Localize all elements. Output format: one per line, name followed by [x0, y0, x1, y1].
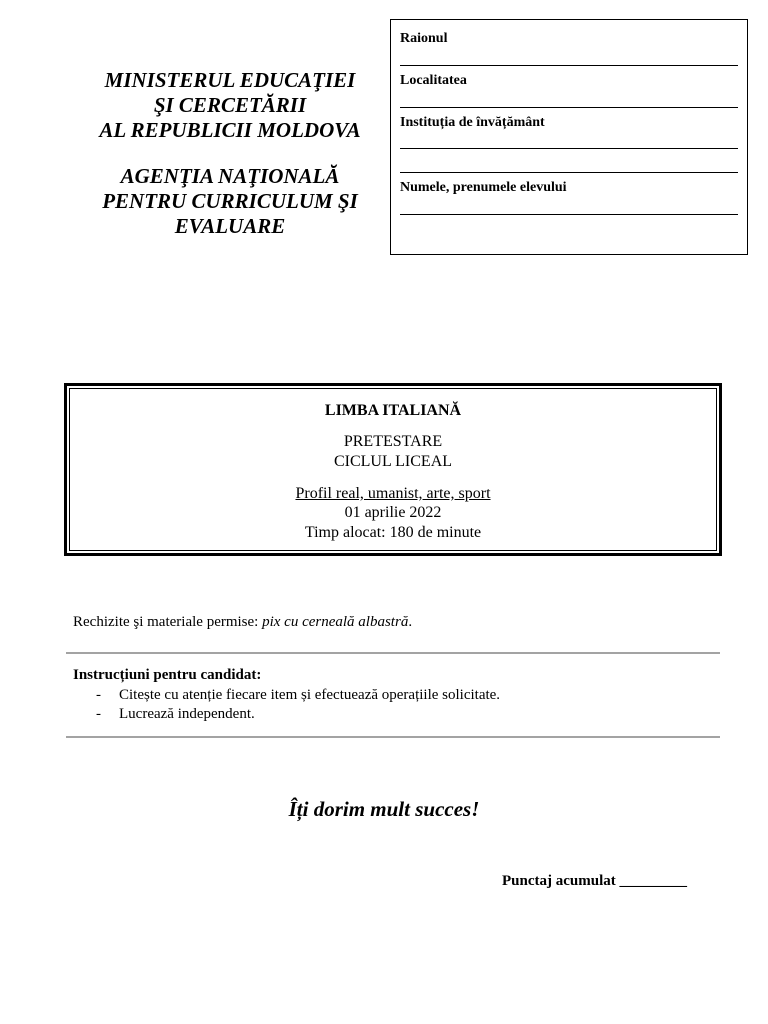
locality-field[interactable]	[400, 107, 738, 108]
student-name-field[interactable]	[400, 214, 738, 215]
permitted-materials	[73, 614, 412, 631]
exam-profile: Profil real, umanist, arte, sport	[295, 485, 491, 502]
score-line	[502, 873, 687, 890]
student-name-label: Numele, prenumele elevului	[400, 180, 567, 195]
instruction-bullet: -	[96, 706, 101, 722]
instruction-bullet: -	[96, 687, 101, 703]
instruction-item	[96, 687, 500, 704]
instruction-text: Citește cu atenție fiecare item și efectuează operațiile solicitate.	[119, 687, 501, 703]
materials-label: Rechizite şi materiale permise:	[73, 614, 263, 630]
exam-subject: LIMBA ITALIANĂ	[324, 402, 462, 419]
closing-wish: Îți dorim mult succes!	[288, 797, 480, 821]
divider-bottom	[66, 736, 720, 738]
ministry-line-3: AL REPUBLICII MOLDOVA	[99, 118, 361, 142]
agency-line-3: EVALUARE	[174, 214, 286, 238]
exam-time: Timp alocat: 180 de minute	[304, 524, 482, 541]
exam-title-box	[64, 383, 722, 556]
institution-header	[80, 68, 380, 239]
ministry-line-1: MINISTERUL EDUCAŢIEI	[104, 68, 356, 92]
exam-type: PRETESTARE	[343, 433, 443, 450]
district-field[interactable]	[400, 65, 738, 66]
ministry-line-2: ŞI CERCETĂRII	[153, 93, 307, 117]
materials-suffix: .	[408, 614, 413, 630]
instruction-item	[96, 706, 255, 723]
divider-top	[66, 652, 720, 654]
institution-field-1[interactable]	[400, 148, 738, 149]
district-label: Raionul	[400, 31, 448, 46]
institution-field-2[interactable]	[400, 172, 738, 173]
agency-line-2: PENTRU CURRICULUM ŞI	[102, 189, 358, 213]
instruction-text: Lucrează independent.	[119, 706, 255, 722]
score-field[interactable]: _________	[619, 873, 687, 889]
exam-cycle: CICLUL LICEAL	[333, 453, 453, 470]
exam-date: 01 aprilie 2022	[344, 504, 442, 521]
institution-label: Instituția de învățământ	[400, 115, 545, 130]
instructions-title: Instrucțiuni pentru candidat:	[73, 667, 262, 683]
agency-line-1: AGENŢIA NAŢIONALĂ	[120, 164, 340, 188]
locality-label: Localitatea	[400, 73, 467, 88]
student-info-box	[390, 19, 748, 255]
score-label: Punctaj acumulat	[502, 873, 616, 889]
materials-value: pix cu cerneală albastră	[262, 614, 409, 630]
